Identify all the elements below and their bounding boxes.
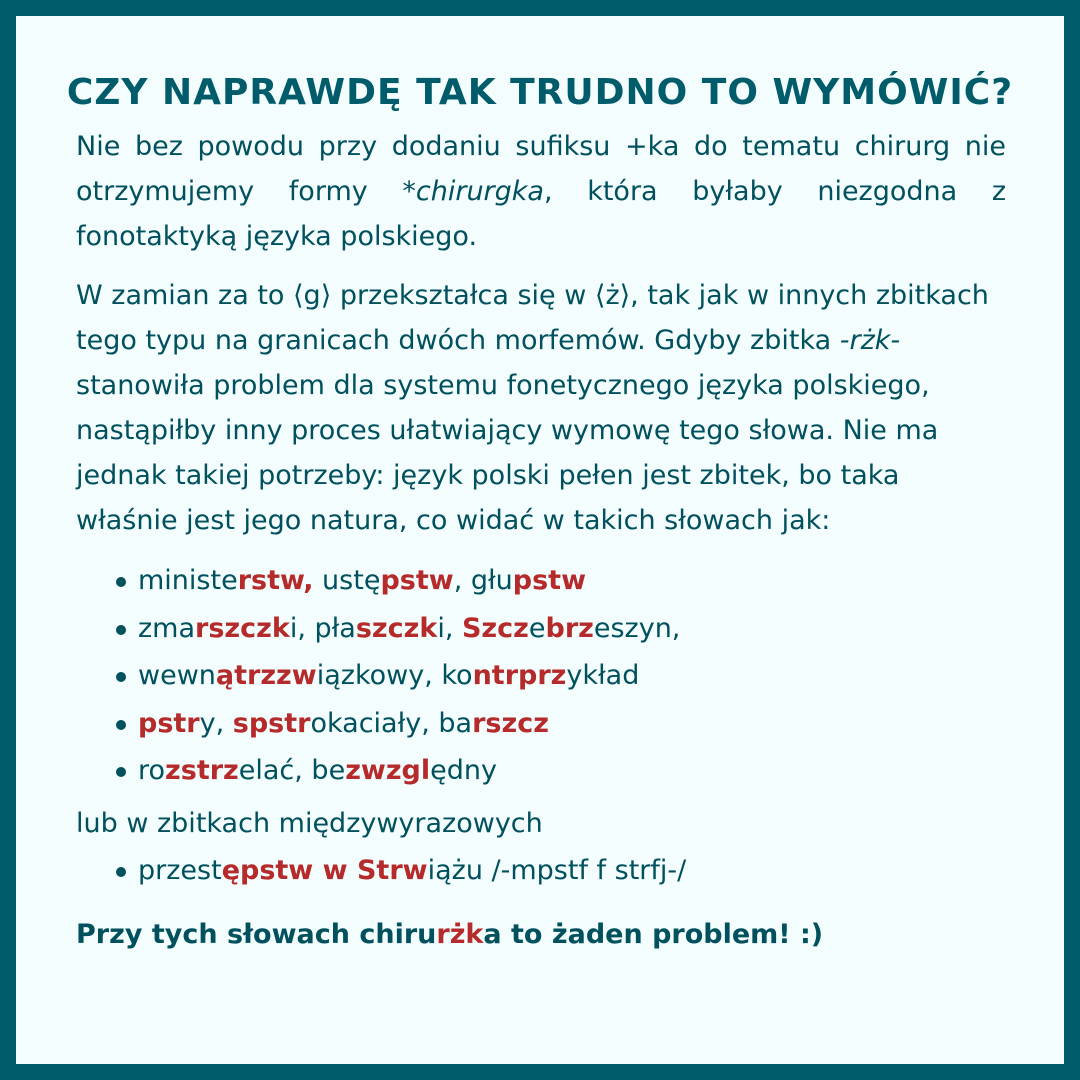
interword-examples-list [76,847,1006,895]
example-text: ministe [138,565,238,596]
list-item [116,847,1006,895]
consonant-cluster-highlight: zstrz [165,755,239,786]
consonant-cluster-highlight: rszcz [472,707,549,739]
example-text: okaciały, ba [310,707,473,739]
consonant-cluster-highlight: zwzgl [345,755,431,786]
paragraph-explanation-text-end: stanowiła problem dla systemu fonetycznego języka polskiego, nastąpiłby inny proces ułatwiający wymowę tego słowa. Nie ma jednak takiej potrzeby: język polski pełen jest zbitek, bo taka właśnie jest jego natura, co widać w takich słowach jak: [76,370,939,536]
paragraph-intro-text: Nie bez powodu przy dodaniu sufiksu +ka do tematu chirurg nie otrzymujemy formy * [76,131,1006,207]
consonant-cluster-highlight: rstw, [237,565,314,596]
consonant-cluster-highlight: rszczk [195,612,290,644]
conclusion [76,912,1006,958]
paragraph-intro [76,124,1006,259]
example-text: eszyn, [593,612,681,644]
conclusion-highlight: rżk [436,919,484,950]
list-item [116,557,1006,605]
consonant-cluster-highlight: pstr [138,707,200,739]
example-text: i, [437,612,462,644]
example-text: iążu /-mpstf f strfj-/ [427,854,687,886]
example-text: ro [138,755,166,786]
example-text: ędny [430,755,497,786]
bullet-icon [116,720,126,730]
example-text: e [528,612,546,644]
conclusion-text: Przy tych słowach chiru [76,919,437,950]
consonant-cluster-highlight: brz [545,612,594,644]
page-title: CZY NAPRAWDĘ TAK TRUDNO TO WYMÓWIĆ? [66,72,1014,113]
example-text: , głu [453,565,513,596]
consonant-cluster-highlight: spstr [232,707,311,739]
bullet-icon [116,767,126,777]
consonant-cluster-highlight: pstw [380,565,454,596]
example-text: iązkowy, ko [316,660,473,691]
example-text: ykład [566,660,640,691]
list-item [116,605,1006,653]
paragraph-explanation-text: W zamian za to ⟨g⟩ przekształca się w ⟨ż⟩, tak jak w innych zbitkach tego typu na granicach dwóch morfemów. Gdyby zbitka [76,280,989,356]
consonant-cluster-highlight: ntrprz [472,660,567,691]
example-text: ustę [313,565,381,596]
example-text: elać, be [238,755,346,786]
example-text: i, pła [289,612,356,644]
bullet-icon [116,577,126,587]
interword-label: lub w zbitkach międzywyrazowych [76,807,543,839]
bullet-icon [116,867,126,877]
conclusion-text-end: a to żaden problem! :) [483,919,824,950]
paragraph-explanation-italic: -rżk- [839,325,901,356]
article-body [76,124,1006,958]
bullet-icon [116,672,126,682]
paragraph-explanation [76,273,1006,543]
consonant-cluster-highlight: ępstw w Strw [221,854,428,886]
example-text: wewn [138,660,216,691]
consonant-cluster-highlight: Szcz [461,612,529,644]
paragraph-intro-italic: chirurgka [415,176,544,207]
consonant-cluster-highlight: pstw [512,565,587,596]
example-text: zma [138,612,196,644]
paragraph-intro-text-end: , która byłaby niezgodna z fonotaktyką języka polskiego. [76,176,1007,252]
examples-list [76,557,1006,795]
consonant-cluster-highlight: szczk [355,612,438,644]
list-item [116,652,1006,700]
list-item [116,747,1006,795]
consonant-cluster-highlight: ątrzzw [215,660,317,691]
bullet-icon [116,625,126,635]
example-text: przest [138,854,222,886]
example-text: y, [199,707,233,739]
list-item [116,700,1006,748]
content-card [16,16,1064,1064]
